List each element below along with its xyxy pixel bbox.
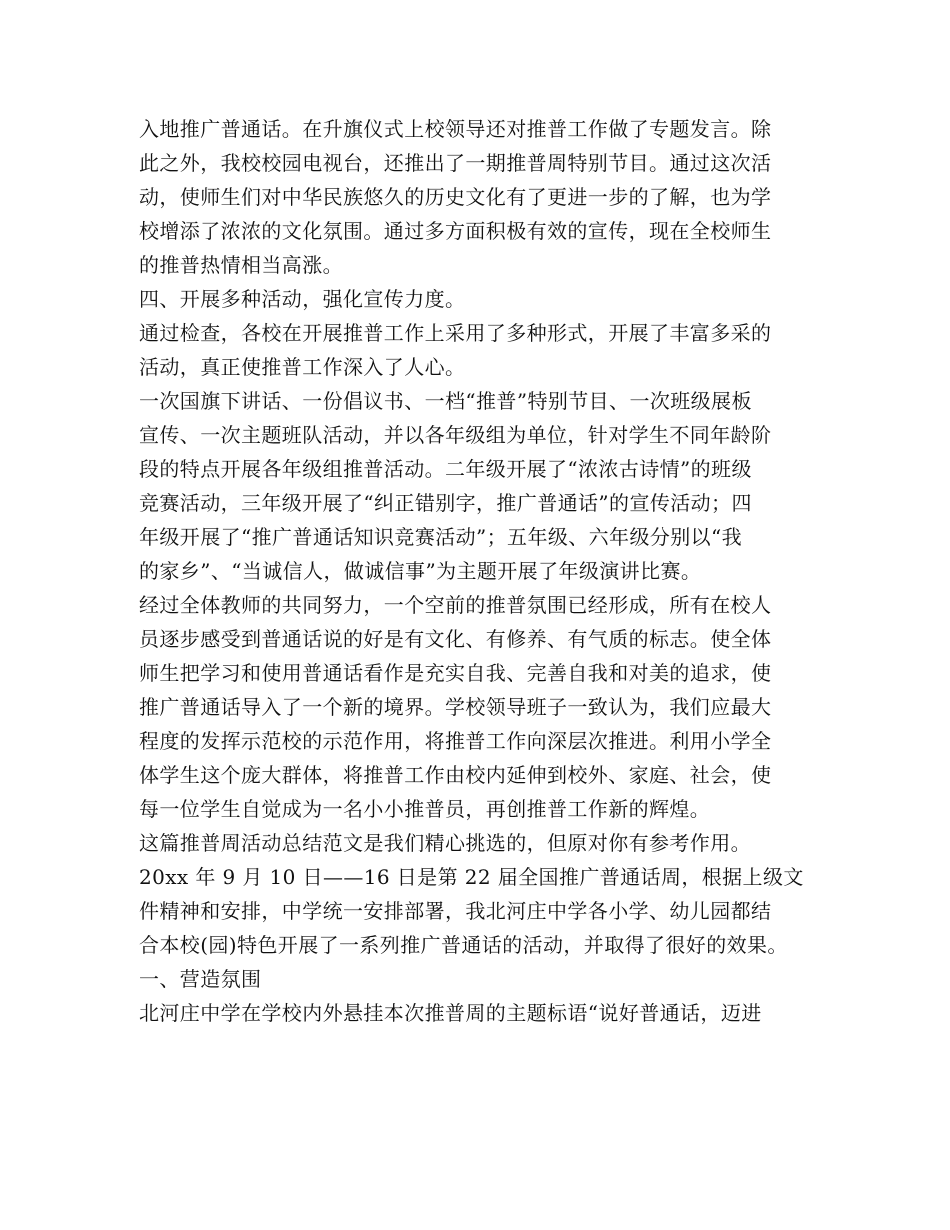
text-line: 体学生这个庞大群体，将推普工作由校内延伸到校外、家庭、社会，使 bbox=[139, 763, 772, 787]
text-line: 的推普热情相当高涨。 bbox=[139, 253, 343, 277]
text-line: 此之外，我校校园电视台，还推出了一期推普周特别节目。通过这次活 bbox=[139, 151, 772, 175]
text-line: 北河庄中学在学校内外悬挂本次推普周的主题标语“说好普通话，迈进 bbox=[139, 1001, 762, 1025]
text-line: 件精神和安排，中学统一安排部署，我北河庄中学各小学、幼儿园都结 bbox=[139, 899, 772, 923]
section-heading: 一、营造氛围 bbox=[139, 967, 262, 991]
text-line: 动，使师生们对中华民族悠久的历史文化有了更进一步的了解，也为学 bbox=[139, 185, 772, 209]
text-line: 推广普通话导入了一个新的境界。学校领导班子一致认为，我们应最大 bbox=[139, 695, 772, 719]
text-line: 这篇推普周活动总结范文是我们精心挑选的，但原对你有参考作用。 bbox=[139, 831, 751, 855]
text-line: 年级开展了“推广普通话知识竞赛活动”；五年级、六年级分别以“我 bbox=[139, 525, 743, 549]
document-body bbox=[139, 112, 819, 1030]
text-line: 校增添了浓浓的文化氛围。通过多方面积极有效的宣传，现在全校师生 bbox=[139, 219, 772, 243]
text-line: 的家乡”、“当诚信人，做诚信事”为主题开展了年级演讲比赛。 bbox=[139, 559, 702, 583]
text-line: 员逐步感受到普通话说的好是有文化、有修养、有气质的标志。使全体 bbox=[139, 627, 772, 651]
section-heading: 四、开展多种活动，强化宣传力度。 bbox=[139, 287, 466, 311]
text-line: 合本校(园)特色开展了一系列推广普通话的活动，并取得了很好的效果。 bbox=[139, 933, 788, 957]
text-line: 经过全体教师的共同努力，一个空前的推普氛围已经形成，所有在校人 bbox=[139, 593, 772, 617]
text-line: 程度的发挥示范校的示范作用，将推普工作向深层次推进。利用小学全 bbox=[139, 729, 772, 753]
text-line: 通过检查，各校在开展推普工作上采用了多种形式，开展了丰富多采的 bbox=[139, 321, 772, 345]
text-line: 宣传、一次主题班队活动，并以各年级组为单位，针对学生不同年龄阶 bbox=[139, 423, 772, 447]
text-line: 段的特点开展各年级组推普活动。二年级开展了“浓浓古诗情”的班级 bbox=[139, 457, 752, 481]
text-line: 竞赛活动，三年级开展了“纠正错别字，推广普通话”的宣传活动；四 bbox=[139, 491, 752, 515]
text-line: 入地推广普通话。在升旗仪式上校领导还对推普工作做了专题发言。除 bbox=[139, 117, 772, 141]
text-line: 每一位学生自觉成为一名小小推普员，再创推普工作新的辉煌。 bbox=[139, 797, 711, 821]
text-line: 一次国旗下讲话、一份倡议书、一档“推普”特别节目、一次班级展板 bbox=[139, 389, 752, 413]
text-line: 活动，真正使推普工作深入了人心。 bbox=[139, 355, 466, 379]
text-line: 师生把学习和使用普通话看作是充实自我、完善自我和对美的追求，使 bbox=[139, 661, 772, 685]
text-line: 20xx 年 9 月 10 日——16 日是第 22 届全国推广普通话周，根据上级文 bbox=[139, 865, 804, 889]
